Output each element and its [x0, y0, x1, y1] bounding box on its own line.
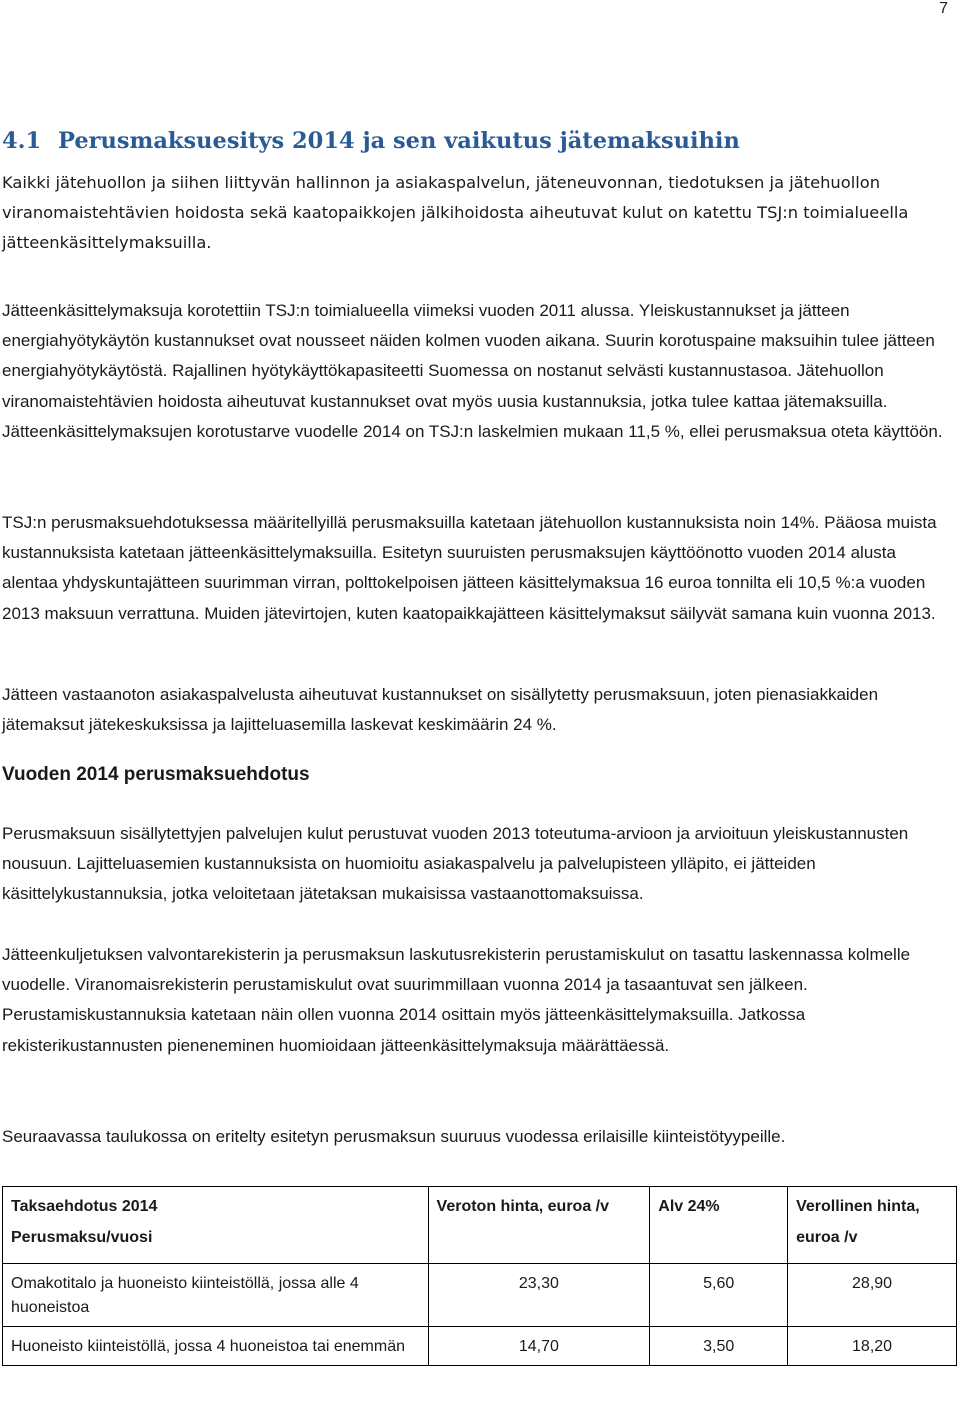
row-alv: 3,50: [650, 1327, 788, 1366]
header-veroton: Veroton hinta, euroa /v: [428, 1187, 650, 1264]
page-number: 7: [939, 0, 948, 17]
basic-fee-table: [2, 1186, 957, 1366]
table-header-row: [3, 1187, 957, 1264]
header-verollinen-line1: Verollinen hinta,: [796, 1198, 920, 1215]
section-title: Perusmaksuesitys 2014 ja sen vaikutus jätemaksuihin: [58, 128, 740, 154]
section-number: 4.1: [2, 128, 42, 154]
paragraph-basic-fee-coverage: TSJ:n perusmaksuehdotuksessa määritellyillä perusmaksuilla katetaan jätehuollon kustannuksista noin 14%. Pääosa muista kustannuksista katetaan jätteenkäsittelymaksuilla. Esitetyn suuruisten perusmaksujen käyttöönotto vuoden 2014 alusta alentaa yhdyskuntajätteen suurimman virran, polttokelpoisen jätteen käsittelymaksua 16 euroa tonnilta eli 10,5 %:a vuoden 2013 maksuun verrattuna. Muiden jätevirtojen, kuten kaatopaikkajätteen käsittelymaksut säilyvät samana kuin vuonna 2013.: [2, 513, 937, 623]
paragraph-customer-service: Jätteen vastaanoton asiakaspalvelusta aiheutuvat kustannukset on sisällytetty perusmaksuun, joten pienasiakkaiden jätemaksut jätekeskuksissa ja lajitteluasemilla laskevat keskimäärin 24 %.: [2, 685, 879, 735]
paragraph-table-intro: Seuraavassa taulukossa on eritelty esitetyn perusmaksun suuruus vuodessa erilaisille kiinteistötyypeille.: [2, 1127, 786, 1146]
header-tariff: [3, 1187, 429, 1264]
row-verollinen: 18,20: [788, 1327, 957, 1366]
row-alv: 5,60: [650, 1264, 788, 1327]
row-veroton: 14,70: [428, 1327, 650, 1366]
row-veroton: 23,30: [428, 1264, 650, 1327]
paragraph-register-costs: Jätteenkuljetuksen valvontarekisterin ja perusmaksun laskutusrekisterin perustamiskulut on tasattu laskennassa kolmelle vuodelle. Viranomaisrekisterin perustamiskulut ovat suurimmillaan vuonna 2014 ja tasaantuvat sen jälkeen. Perustamiskustannuksia katetaan näin ollen vuonna 2014 osittain myös jätteenkäsittelymaksuilla. Jatkossa rekisterikustannusten pieneneminen huomioidaan jätteenkäsittelymaksuja määrättäessä.: [2, 945, 911, 1055]
paragraph-basic-fee-costs: Perusmaksuun sisällytettyjen palvelujen kulut perustuvat vuoden 2013 toteutuma-arvioon ja arvioituun yleiskustannusten nousuun. Lajitteluasemien kustannuksista on huomioitu asiakaspalvelu ja palvelupisteen ylläpito, ei jätteiden käsittelykustannuksia, jotka veloitetaan jätetaksan mukaisissa vastaanottomaksuissa.: [2, 824, 909, 904]
paragraph-intro: Kaikki jätehuollon ja siihen liittyvän hallinnon ja asiakaspalvelun, jäteneuvonnan, tiedotuksen ja jätehuollon viranomaistehtävien hoidosta sekä kaatopaikkojen jälkihoidosta aiheutuvat kulut on katettu TSJ:n toimialueella jätteenkäsittelymaksuilla.: [2, 173, 909, 253]
row-label: Huoneisto kiinteistöllä, jossa 4 huoneistoa tai enemmän: [3, 1327, 429, 1366]
section-heading: [2, 128, 740, 154]
header-tariff-line1: Taksaehdotus 2014: [11, 1198, 158, 1215]
header-tariff-line2: Perusmaksu/vuosi: [11, 1229, 153, 1246]
row-label: Omakotitalo ja huoneisto kiinteistöllä, jossa alle 4 huoneistoa: [3, 1264, 429, 1327]
header-verollinen: [788, 1187, 957, 1264]
row-verollinen: 28,90: [788, 1264, 957, 1327]
header-alv: Alv 24%: [650, 1187, 788, 1264]
table-row: [3, 1327, 957, 1366]
paragraph-fee-increase: Jätteenkäsittelymaksuja korotettiin TSJ:n toimialueella viimeksi vuoden 2011 alussa. Yleiskustannukset ja jätteen energiahyötykäytön kustannukset ovat nousseet näiden kolmen vuoden aikana. Suurin korotuspaine maksuihin tulee jätteen energiahyötykäytöstä. Rajallinen hyötykäyttökapasiteetti Suomessa on nostanut selvästi kustannustasoa. Jätehuollon viranomaistehtävien hoidosta aiheutuvat kustannukset ovat myös uusia kustannuksia, jotka tulee kattaa jätemaksuilla. Jätteenkäsittelymaksujen korotustarve vuodelle 2014 on TSJ:n laskelmien mukaan 11,5 %, ellei perusmaksua oteta käyttöön.: [2, 301, 943, 441]
subheading-basic-fee-proposal: Vuoden 2014 perusmaksuehdotus: [2, 764, 310, 785]
table-row: [3, 1264, 957, 1327]
header-verollinen-line2: euroa /v: [796, 1229, 858, 1246]
